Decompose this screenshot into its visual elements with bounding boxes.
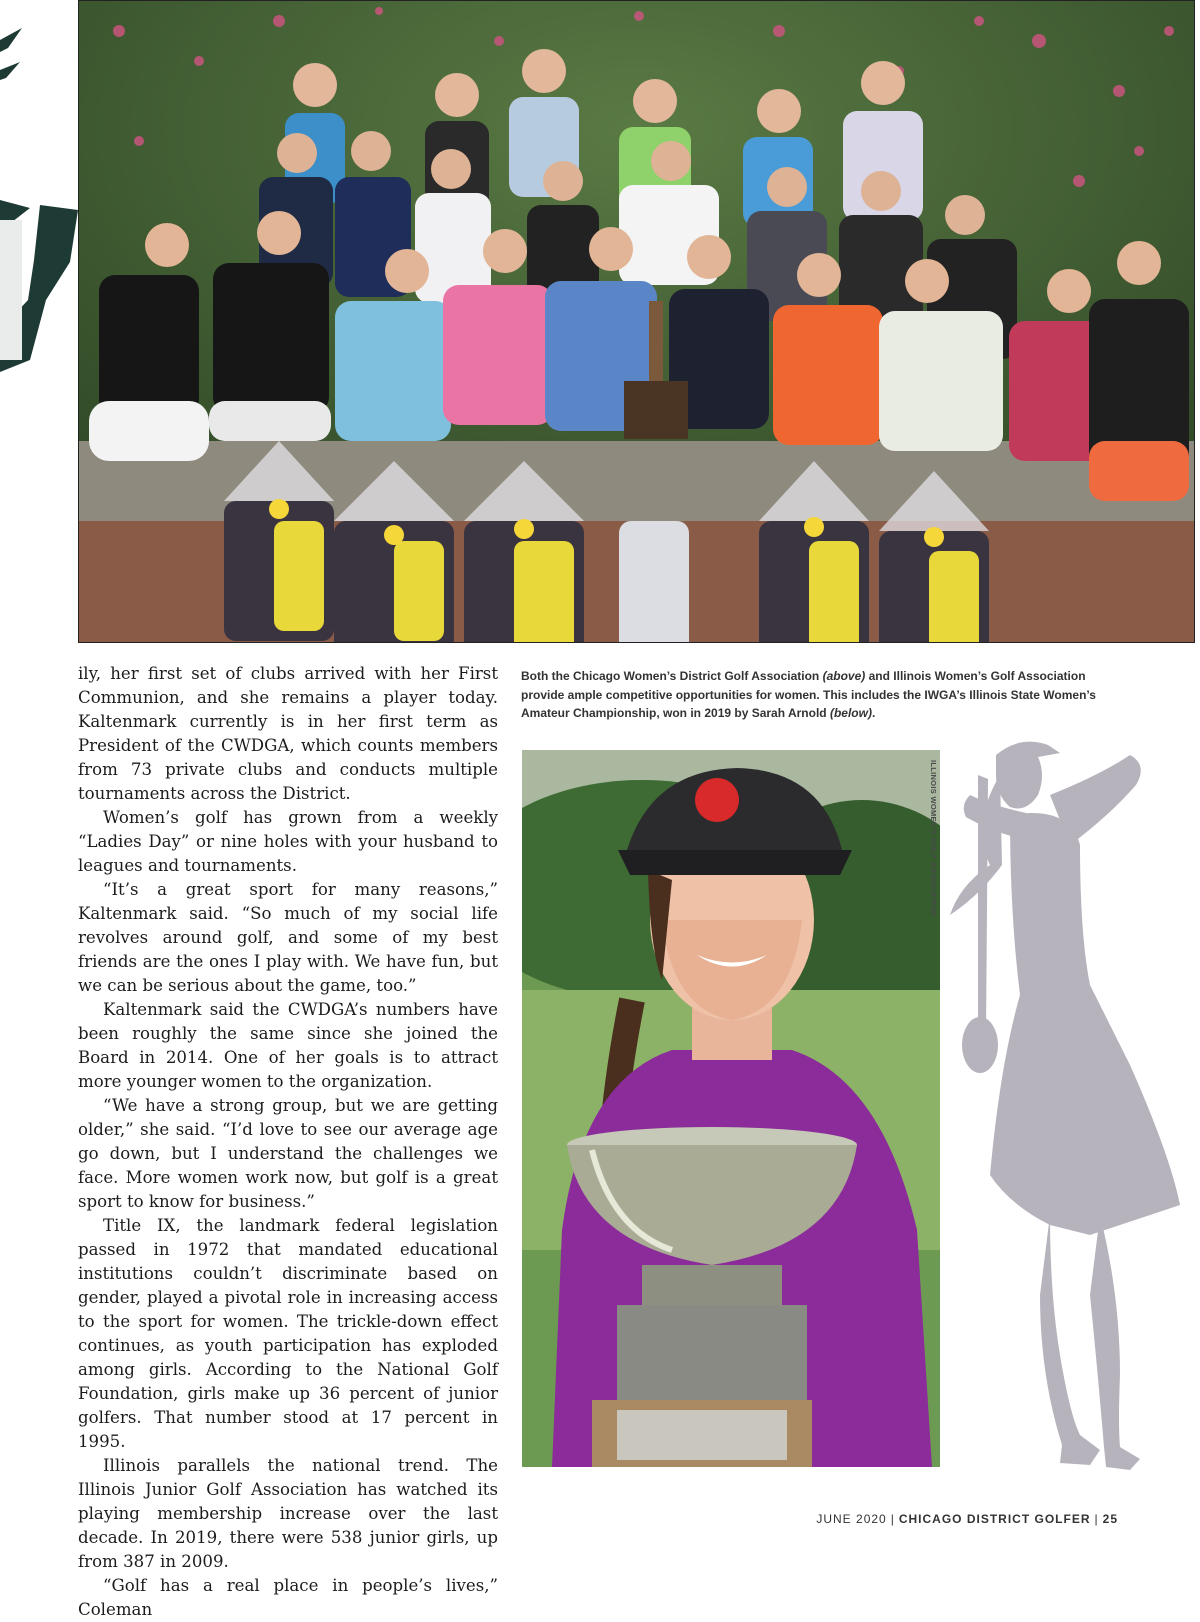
brush-stroke-graphic (0, 0, 80, 400)
article-paragraph: Title IX, the landmark federal legislation passed in 1972 that mandated educational institutions couldn’t discriminate based on gender, played a pivotal role in increasing access to the sport for women. The trickle-down effect continues, as youth participation has exploded among girls. According to the National Golf Foundation, girls make up 36 percent of junior golfers. That number stood at 17 percent in 1995. (78, 1216, 498, 1451)
group-photo (78, 0, 1195, 643)
photo-credit: ILLINOIS WOMEN’S GOLF ASSOCIATION (929, 760, 938, 917)
publication-name: CHICAGO DISTRICT GOLFER (898, 1512, 1091, 1526)
article-paragraph: ily, her first set of clubs arrived with her First Communion, and she remains a player today. Kaltenmark currently is in her first term as President of the CWDGA, which counts members from 73 private clubs and conducts multiple tournaments across the District. (78, 664, 498, 803)
champion-photo (522, 750, 940, 1467)
caption-below-ref: (below) (829, 706, 872, 720)
article-paragraph: “Golf has a real place in people’s lives,” Coleman (78, 1576, 498, 1619)
photo-caption (521, 667, 1121, 723)
caption-text: . (871, 706, 876, 720)
article-paragraph: Women’s golf has grown from a weekly “Ladies Day” or nine holes with your husband to leagues and tournaments. (78, 808, 498, 875)
issue-date: JUNE 2020 (816, 1512, 887, 1526)
caption-text: Both the Chicago Women’s District Golf Association (521, 669, 823, 683)
article-paragraph: Kaltenmark said the CWDGA’s numbers have been roughly the same since she joined the Board in 2014. One of her goals is to attract more younger women to the organization. (78, 1000, 498, 1091)
page-number: 25 (1102, 1512, 1118, 1526)
footer-separator: | (1094, 1512, 1099, 1526)
article-paragraph: “We have a strong group, but we are getting older,” she said. “I’d love to see our average age go down, but I understand the challenges we face. More women work now, but golf is a great sport to know for business.” (78, 1096, 498, 1211)
article-paragraph: “It’s a great sport for many reasons,” Kaltenmark said. “So much of my social life revolves around golf, and some of my best friends are the ones I play with. We have fun, but we can be serious about the game, too.” (78, 880, 498, 995)
article-paragraph: Illinois parallels the national trend. The Illinois Junior Golf Association has watched its playing membership increase over the last decade. In 2019, there were 538 junior girls, up from 387 in 2009. (78, 1456, 498, 1571)
footer-separator: | (890, 1512, 895, 1526)
article-body (78, 662, 498, 1622)
page-footer (800, 1512, 1118, 1526)
caption-text: and Illinois Women’s Golf Association provide ample competitive opportunities for women. This includes the IWGA’s Illinois State Women’s Amateur Championship, won in 2019 by Sarah Arnold (521, 669, 1096, 720)
caption-above-ref: (above) (822, 669, 866, 683)
golfer-silhouette-graphic (930, 735, 1200, 1470)
